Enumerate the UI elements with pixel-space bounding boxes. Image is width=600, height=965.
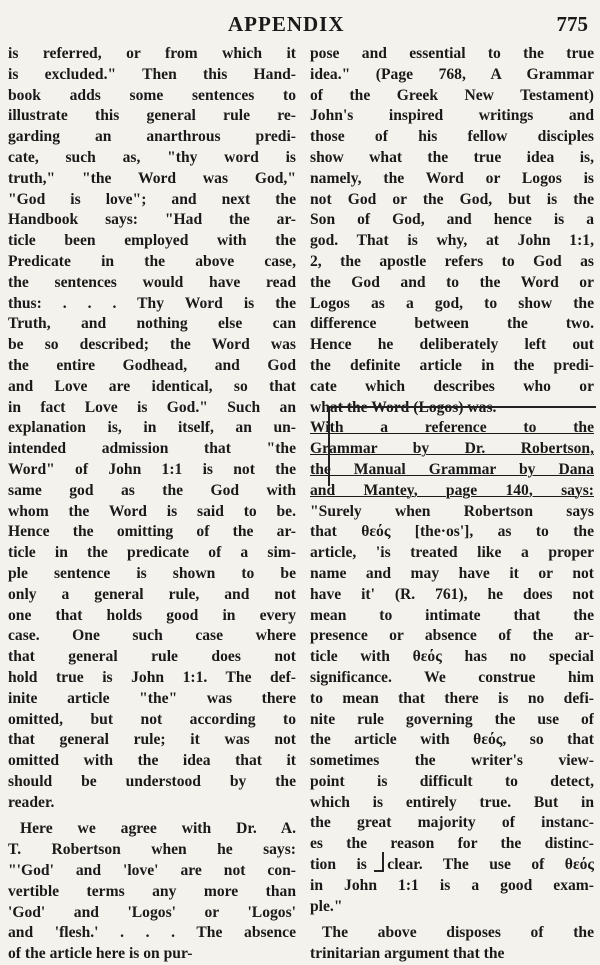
text-line: ticle in the predicate of a sim- xyxy=(8,544,296,562)
text-line: Truth, and nothing else can xyxy=(8,315,296,333)
page-header xyxy=(0,6,600,38)
text-line: be so described; the Word was xyxy=(8,336,296,354)
text-line: of the article here is on pur- xyxy=(8,945,193,963)
text-line: explanation is, in itself, an un- xyxy=(8,419,296,437)
text-line: name and may have it or not xyxy=(310,564,594,582)
text-line: The above disposes of the xyxy=(322,924,594,942)
text-line: nite rule governing the use of xyxy=(310,710,594,728)
text-line: significance. We construe him xyxy=(310,668,594,686)
text-line: es the reason for the distinc- xyxy=(310,835,594,853)
text-line: pose and essential to the true xyxy=(310,45,594,62)
text-line: book adds some sentences to xyxy=(8,86,296,104)
text-line: Word" of John 1:1 is not the xyxy=(8,460,296,478)
text-line: "'God' and 'love' are not con- xyxy=(8,862,296,880)
text-line: 'God' and 'Logos' or 'Logos' xyxy=(8,903,296,921)
text-line: the great majority of instanc- xyxy=(310,814,594,832)
text-line: the Manual Grammar by Dana xyxy=(310,460,594,478)
text-line: "Surely when Robertson says xyxy=(310,502,594,520)
text-line: should be understood by the xyxy=(8,772,296,790)
text-line: Here we agree with Dr. A. xyxy=(20,820,296,838)
text-line: ple." xyxy=(310,897,343,915)
text-line: have it' (R. 761), he does not xyxy=(310,585,594,603)
text-line: Logos as a god, to show the xyxy=(310,294,594,312)
text-line: sometimes the writer's view- xyxy=(310,752,594,770)
text-line: 2, the apostle refers to God as xyxy=(310,252,594,270)
text-line: which is entirely true. But in xyxy=(310,793,594,811)
left-column xyxy=(8,44,296,965)
text-line: reader. xyxy=(8,793,55,811)
text-line: cate, such as, "thy word is xyxy=(8,148,296,166)
text-line: cate which describes who or xyxy=(310,377,594,395)
text-line: the God and to the Word or xyxy=(310,273,594,291)
text-line: namely, the Word or Logos is xyxy=(310,169,594,187)
text-line: and Mantey, page 140, says: xyxy=(310,481,594,499)
text-line: of the Greek New Testament) xyxy=(310,86,594,104)
text-line: "God is love"; and next the xyxy=(8,190,296,208)
text-line: hold true is John 1:1. The def- xyxy=(8,668,296,686)
text-line: Hence the omitting of the ar- xyxy=(8,523,296,541)
text-line: same god as the God with xyxy=(8,481,296,499)
text-line: show what the true idea is, xyxy=(310,148,594,166)
text-line: the definite article in the predi- xyxy=(310,356,594,374)
text-line: T. Robertson when he says: xyxy=(8,841,296,859)
text-line: truth," "the Word was God," xyxy=(8,169,296,187)
text-line: Predicate in the above case, xyxy=(8,252,296,270)
text-line: With a reference to the xyxy=(310,419,594,437)
text-line: not God or the God, but is the xyxy=(310,190,594,208)
text-line: whom the Word is said to be. xyxy=(8,502,296,520)
text-line: to mean that there is no defi- xyxy=(310,689,594,707)
text-line: John's inspired writings and xyxy=(310,107,594,125)
text-line: the sentences would have read xyxy=(8,273,296,291)
page-number: 775 xyxy=(556,12,588,36)
text-line: that general rule does not xyxy=(8,648,296,666)
text-line: article, 'is treated like a proper xyxy=(310,544,594,562)
text-line: ticle been employed with the xyxy=(8,232,296,250)
text-line: trinitarian argument that the xyxy=(310,945,505,963)
text-line: and Love are identical, so that xyxy=(8,377,296,395)
text-line: the article with θεός, so that xyxy=(310,731,594,749)
text-line: omitted, but not according to xyxy=(8,710,296,728)
running-title: APPENDIX xyxy=(228,12,345,36)
text-line: tion is clear. The use of θεός xyxy=(310,856,594,874)
text-line: what the Word (Logos) was. xyxy=(310,398,497,416)
text-line: ple sentence is shown to be xyxy=(8,564,296,582)
text-line: and 'flesh.' . . . The absence xyxy=(8,924,296,942)
text-line: ticle with θεός has no special xyxy=(310,648,594,666)
text-line: inite article "the" was there xyxy=(8,689,296,707)
text-line: in fact Love is God." Such an xyxy=(8,398,296,416)
text-line: intended admission that "the xyxy=(8,440,296,458)
text-line: Son of God, and hence is a xyxy=(310,211,594,229)
text-line: vertible terms any more than xyxy=(8,882,296,900)
text-line: Handbook says: "Had the ar- xyxy=(8,211,296,229)
text-line: omitted with the idea that it xyxy=(8,752,296,770)
text-line: is excluded." Then this Hand- xyxy=(8,65,296,83)
text-line: garding an anarthrous predi- xyxy=(8,128,296,146)
text-line: Hence he deliberately left out xyxy=(310,336,594,354)
text-line: those of his fellow disciples xyxy=(310,128,594,146)
text-line: god. That is why, at John 1:1, xyxy=(310,232,594,250)
handwritten-closing-bracket xyxy=(374,852,384,872)
text-line: that general rule; it was not xyxy=(8,731,296,749)
text-line: presence or absence of the ar- xyxy=(310,627,594,645)
text-line: idea." (Page 768, A Grammar xyxy=(310,65,594,83)
text-line: thus: . . . Thy Word is the xyxy=(8,294,296,312)
text-line: point is difficult to detect, xyxy=(310,772,594,790)
text-line: mean to intimate that the xyxy=(310,606,594,624)
text-line: that θεός [the·os'], as to the xyxy=(310,523,594,541)
text-line: difference between the two. xyxy=(310,315,594,333)
text-line: case. One such case where xyxy=(8,627,296,645)
text-line: illustrate this general rule re- xyxy=(8,107,296,125)
text-line: one that holds good in every xyxy=(8,606,296,624)
text-line: Grammar by Dr. Robertson, xyxy=(310,440,594,458)
text-line: the entire Godhead, and God xyxy=(8,356,296,374)
text-line: is referred, or from which it xyxy=(8,45,296,62)
right-column xyxy=(310,44,594,965)
text-line: only a general rule, and not xyxy=(8,585,296,603)
text-line: in John 1:1 is a good exam- xyxy=(310,876,594,894)
